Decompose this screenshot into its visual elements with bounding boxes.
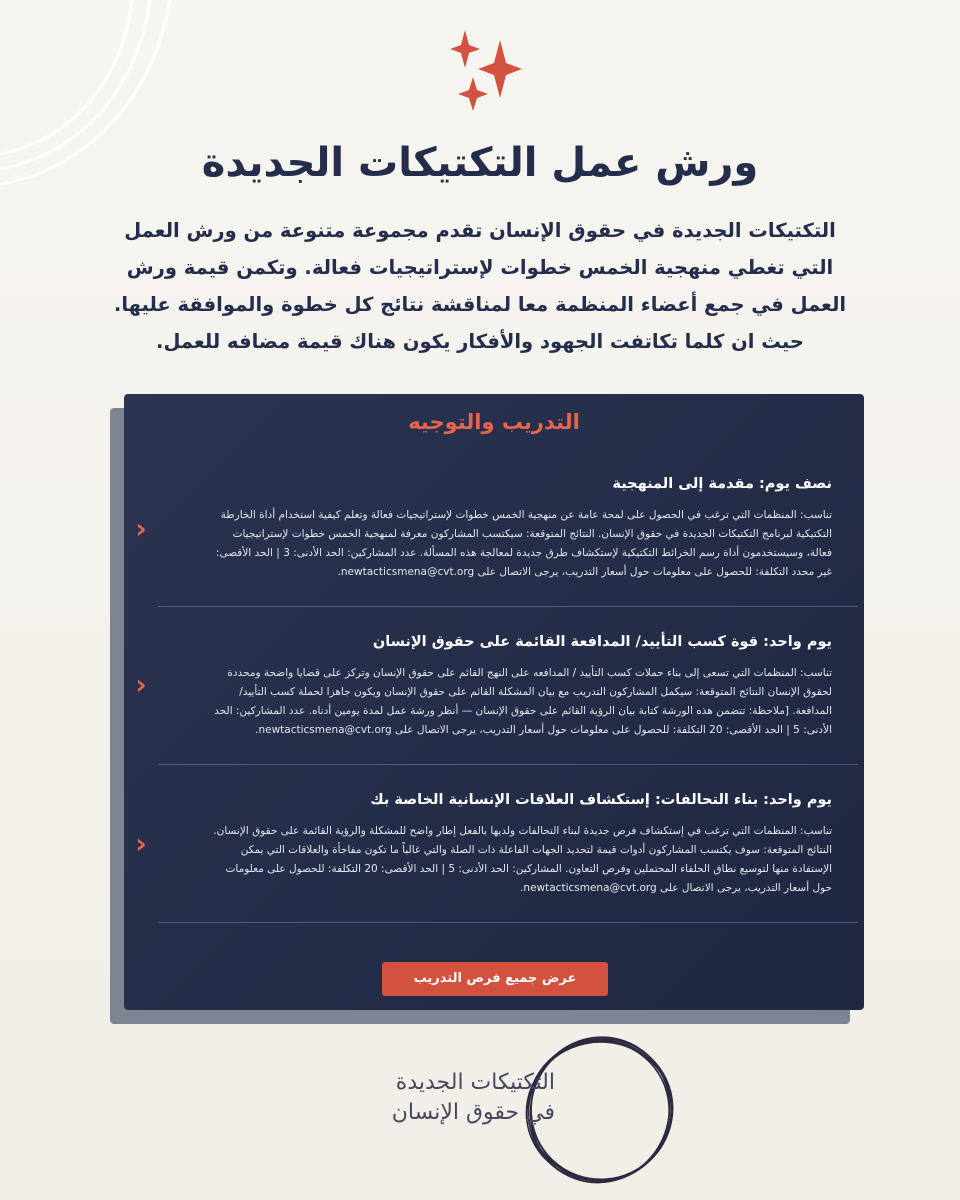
workshop-item[interactable] (156, 792, 832, 898)
view-all-training-button[interactable]: عرض جميع فرص التدريب (382, 962, 608, 996)
workshop-item[interactable] (156, 634, 832, 740)
divider (158, 606, 858, 607)
logo (340, 1030, 680, 1195)
intro-paragraph: التكتيكات الجديدة في حقوق الإنسان تقدم مجموعة متنوعة من ورش العمل التي تغطي منهجية الخمس خطوات لإستراتيجيات فعالة. وتكمن قيمة ورش العمل في جمع أعضاء المنظمة معا لمناقشة نتائج كل خطوة والموافقة عليها. حيث ان كلما تكاتفت الجهود والأفكار يكون هناك قيمة مضافه للعمل. (113, 219, 847, 353)
chevron-left-icon[interactable]: ‹ (135, 668, 147, 701)
chevron-left-icon[interactable]: ‹ (135, 827, 147, 860)
training-card (124, 394, 864, 1010)
training-title: التدريب والتوجيه (408, 410, 580, 434)
workshop-title: يوم واحد: بناء التحالفات: إستكشاف العلاقات الإنسانية الخاصة بك (370, 792, 832, 808)
workshop-title: نصف يوم: مقدمة إلى المنهجية (612, 476, 832, 492)
workshop-description: تناسب: المنظمات التي ترغب في إستكشاف فرص جديدة لبناء التحالفات ولديها بالفعل إطار واضح للمشكلة والرؤية القائمة على حقوق الإنسان. النتائج المتوقعة: سوف يكتسب المشاركون أدوات قيمة لتحديد الجهات الفاعلة ذات الصلة والتي غالباً ما تكون مفاجأة والعلاقات التي يمكن الإستفادة منها لتوسيع نطاق الحلفاء المحتملين وفرص التعاون. المشاركين: الحد الأدنى: 5 | الحد الأقصى: 20 التكلفة: للحصول على معلومات حول أسعار التدريب، يرجى الاتصال على newtacticsmena@cvt.org. (213, 825, 832, 894)
page-title: ورش عمل التكتيكات الجديدة (201, 140, 759, 186)
divider (158, 922, 858, 923)
logo-text-line2: في حقوق الإنسان (391, 1100, 555, 1125)
divider (158, 764, 858, 765)
sparkle-icon (440, 25, 530, 120)
chevron-left-icon[interactable]: ‹ (135, 512, 147, 545)
logo-text-line1: التكتيكات الجديدة (395, 1070, 555, 1095)
workshop-item[interactable] (156, 476, 832, 582)
workshop-title: يوم واحد: قوة كسب التأييد/ المدافعة القائمة على حقوق الإنسان (372, 634, 832, 650)
workshop-description: تناسب: المنظمات التي ترغب في الحصول على لمحة عامة عن منهجية الخمس خطوات لإستراتيجيات فعالة وتعلم كيفية استخدام أداة الخارطة التكتيكية لبرنامج التكتيكات الجديدة في حقوق الإنسان. النتائج المتوقعة: سيكتسب المشاركون معرفة لمنهجية الخمس خطوات لإستراتيجيات فعالة، وسيستخدمون أداة رسم الخرائط التكتيكية لإستكشاف طرق جديدة لمعالجة هذه المسألة. عدد المشاركين: الحد الأدنى: 3 | الحد الأقصى: غير محدد التكلفة: للحصول على معلومات حول أسعار التدريب، يرجى الاتصال على newtacticsmena@cvt.org. (215, 509, 832, 578)
workshop-description: تناسب: المنظمات التي تسعى إلى بناء حملات كسب التأييد / المدافعه على النهج القائم على حقوق الإنسان وتركز على قضايا واضحة ومحددة لحقوق الإنسان النتائج المتوقعة: سيكمل المشاركون التدريب مع بيان المشكلة القائم على حقوق الإنسان ويكون جاهزا لحملة كسب التأييد/المدافعة. [ملاحظة: تتضمن هذه الورشة كتابة بيان الرؤية القائم على حقوق الإنسان — أنظر ورشة عمل لمدة يومين أدناه. عدد المشاركين: الحد الأدنى: 5 | الحد الأقصى: 20 التكلفة: للحصول على معلومات حول أسعار التدريب، يرجى الاتصال على newtacticsmena@cvt.org. (214, 667, 832, 736)
